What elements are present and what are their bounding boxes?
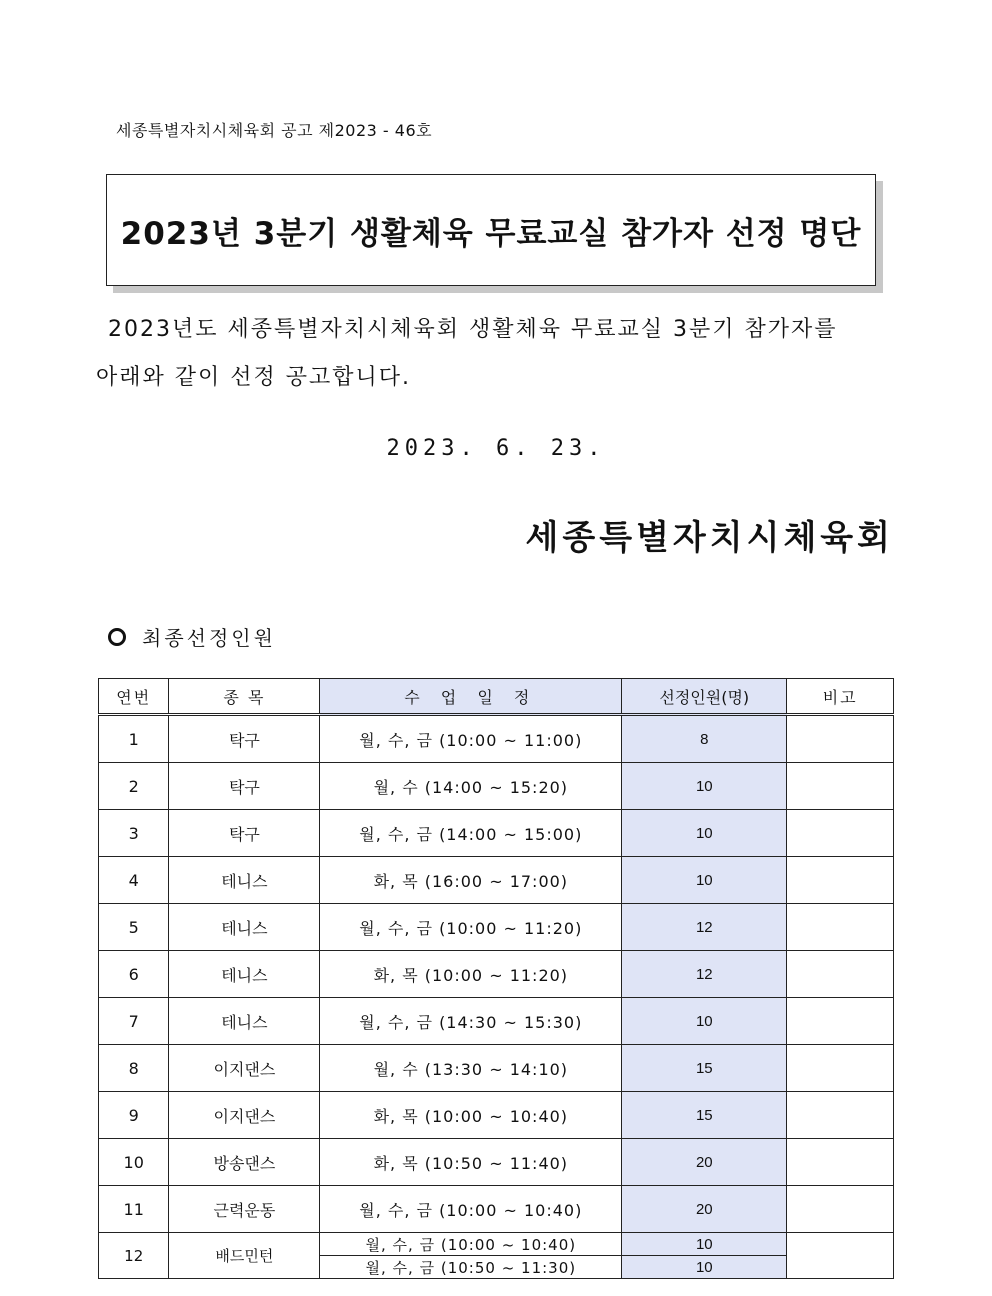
row-schedule: 월, 수, 금 (14:30 ~ 15:30): [320, 998, 622, 1045]
row-no: 12: [99, 1233, 169, 1279]
row-sport: 이지댄스: [169, 1092, 320, 1139]
row-note: [787, 1045, 894, 1092]
row-sport: 방송댄스: [169, 1139, 320, 1186]
row-schedule: 화, 목 (10:50 ~ 11:40): [320, 1139, 622, 1186]
row-sport: 탁구: [169, 715, 320, 763]
row-no: 8: [99, 1045, 169, 1092]
row-note: [787, 1233, 894, 1279]
header-count: 선정인원(명): [622, 679, 787, 715]
table-row: [99, 715, 894, 763]
row-note: [787, 1139, 894, 1186]
row-count: 20: [622, 1186, 787, 1233]
table-row: [99, 1186, 894, 1233]
row-no: 7: [99, 998, 169, 1045]
header-no: 연번: [99, 679, 169, 715]
row-count: 10: [622, 810, 787, 857]
row-count: 15: [622, 1045, 787, 1092]
row-schedule: 월, 수, 금 (10:00 ~ 10:40): [320, 1233, 622, 1256]
notice-number: 세종특별자치시체육회 공고 제2023 - 46호: [116, 121, 433, 140]
announcement-line-1: 2023년도 세종특별자치시체육회 생활체육 무료교실 3분기 참가자를: [108, 317, 838, 342]
row-no: 11: [99, 1186, 169, 1233]
table-row: [99, 904, 894, 951]
row-sport: 테니스: [169, 904, 320, 951]
announcement-date: 2023. 6. 23.: [386, 436, 606, 461]
row-no: 2: [99, 763, 169, 810]
announcement-line-2: 아래와 같이 선정 공고합니다.: [96, 365, 411, 390]
header-note: 비고: [787, 679, 894, 715]
title-box: [106, 174, 876, 286]
table-row: [99, 1233, 894, 1256]
row-schedule: 월, 수, 금 (10:50 ~ 11:30): [320, 1256, 622, 1279]
row-note: [787, 715, 894, 763]
row-count: 20: [622, 1139, 787, 1186]
row-sport: 이지댄스: [169, 1045, 320, 1092]
row-no: 1: [99, 715, 169, 763]
row-sport: 탁구: [169, 763, 320, 810]
row-count: 10: [622, 1256, 787, 1279]
row-count: 10: [622, 763, 787, 810]
row-sport: 배드민턴: [169, 1233, 320, 1279]
table-row: [99, 998, 894, 1045]
row-schedule: 월, 수, 금 (14:00 ~ 15:00): [320, 810, 622, 857]
table-row: [99, 763, 894, 810]
section-heading: [108, 622, 276, 651]
table-row: [99, 857, 894, 904]
row-no: 10: [99, 1139, 169, 1186]
row-schedule: 월, 수, 금 (10:00 ~ 10:40): [320, 1186, 622, 1233]
row-sport: 탁구: [169, 810, 320, 857]
row-schedule: 월, 수, 금 (10:00 ~ 11:00): [320, 715, 622, 763]
row-no: 5: [99, 904, 169, 951]
row-count: 12: [622, 951, 787, 998]
document-title: 2023년 3분기 생활체육 무료교실 참가자 선정 명단: [120, 215, 862, 252]
row-count: 10: [622, 857, 787, 904]
row-count: 10: [622, 1233, 787, 1256]
header-schedule: 수 업 일 정: [320, 679, 622, 715]
row-note: [787, 763, 894, 810]
row-no: 4: [99, 857, 169, 904]
row-note: [787, 857, 894, 904]
row-no: 6: [99, 951, 169, 998]
row-count: 15: [622, 1092, 787, 1139]
table-header-row: [99, 679, 894, 715]
row-sport: 테니스: [169, 857, 320, 904]
row-schedule: 월, 수, 금 (10:00 ~ 11:20): [320, 904, 622, 951]
table-row: [99, 1092, 894, 1139]
selection-table: [98, 678, 894, 1279]
table-row: [99, 1045, 894, 1092]
row-schedule: 월, 수 (13:30 ~ 14:10): [320, 1045, 622, 1092]
row-count: 8: [622, 715, 787, 763]
row-schedule: 화, 목 (10:00 ~ 10:40): [320, 1092, 622, 1139]
row-note: [787, 1092, 894, 1139]
table-row: [99, 951, 894, 998]
circle-bullet-icon: [108, 628, 126, 646]
table-row: [99, 810, 894, 857]
announcement-text: [96, 306, 886, 402]
row-sport: 테니스: [169, 951, 320, 998]
row-sport: 근력운동: [169, 1186, 320, 1233]
row-note: [787, 951, 894, 998]
organization-name: 세종특별자치시체육회: [525, 518, 894, 558]
table-body: [99, 715, 894, 1279]
row-note: [787, 1186, 894, 1233]
row-schedule: 화, 목 (10:00 ~ 11:20): [320, 951, 622, 998]
table-row: [99, 1139, 894, 1186]
section-heading-text: 최종선정인원: [142, 626, 276, 650]
row-schedule: 화, 목 (16:00 ~ 17:00): [320, 857, 622, 904]
row-sport: 테니스: [169, 998, 320, 1045]
row-no: 9: [99, 1092, 169, 1139]
header-sport: 종 목: [169, 679, 320, 715]
row-count: 10: [622, 998, 787, 1045]
row-no: 3: [99, 810, 169, 857]
row-note: [787, 810, 894, 857]
row-schedule: 월, 수 (14:00 ~ 15:20): [320, 763, 622, 810]
row-count: 12: [622, 904, 787, 951]
row-note: [787, 998, 894, 1045]
row-note: [787, 904, 894, 951]
